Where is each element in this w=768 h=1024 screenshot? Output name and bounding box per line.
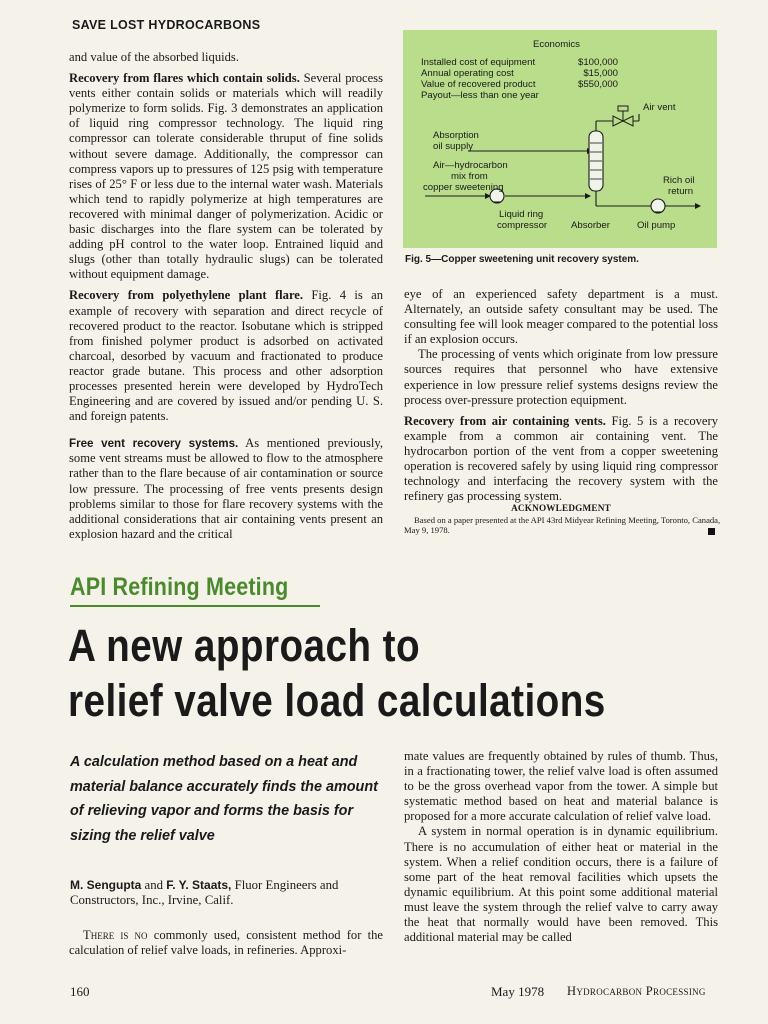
label-absorber: Absorber bbox=[571, 220, 610, 231]
paragraph: Free vent recovery systems. As mentioned previously, some vent streams must be allowed to flow to the atmosphere rather than to the flare because of air contamination or source low pressure. The processing of free vents presents design problems similar to those for flare recovery systems with the additional considerations that air containing vents present an explosion hazard and the critical bbox=[69, 436, 383, 541]
absorber-column-icon bbox=[589, 131, 603, 191]
label-rich-oil: Rich oil bbox=[663, 175, 695, 186]
label-oil-supply: oil supply bbox=[433, 141, 473, 152]
label-absorption: Absorption bbox=[433, 130, 479, 141]
figure-caption: Fig. 5—Copper sweetening unit recovery system. bbox=[405, 254, 639, 265]
econ-label: Installed cost of equipment bbox=[421, 57, 536, 68]
paragraph: Recovery from flares which contain solids. Several process vents either contain solids or materials which will readily polymerize to form solids. Fig. 3 demonstrates an application of liquid ring compressor technology. The liquid ring compressor can tolerate considerable thruput of fine solids without severe damage. Additionally, the compressor can compress vapors up to pressures of 125 psig with temperature rises of 25° F or less due to the internal water wash. Materials which tend to rapidly polymerize at high temperatures are recovered with minimal danger of polymerization. Acidic or basic discharges into the flare system can be tolerated by adding pH control to the water loop. Entrained liquid and slugs (other than totally hydraulic slugs) can be tolerated without equipment damage. bbox=[69, 71, 383, 282]
run-in-heading: Recovery from polyethylene plant flare. bbox=[69, 288, 304, 303]
title-line: A new approach to bbox=[68, 620, 421, 671]
label-return: return bbox=[668, 186, 694, 197]
acknowledgment-heading: ACKNOWLEDGMENT bbox=[511, 503, 611, 513]
econ-label: Payout—less than one year bbox=[421, 90, 539, 101]
economics-title: Economics bbox=[533, 39, 580, 50]
affiliation: Fluor Engineers and Constructors, Inc., Irvine, Calif. bbox=[70, 878, 339, 908]
article-body-left bbox=[69, 928, 383, 958]
process-diagram bbox=[403, 30, 717, 248]
right-column bbox=[404, 287, 718, 504]
byline: M. Sengupta and F. Y. Staats, Fluor Engineers and Constructors, Inc., Irvine, Calif. bbox=[70, 878, 339, 908]
title-line: relief valve load calculations bbox=[68, 675, 606, 726]
paragraph: eye of an experienced safety department is a must. Alternately, an outside safety consultant may be used. The consulting fee will look meager compared to the potential loss if an explosion occurs. bbox=[404, 287, 718, 347]
run-in-heading: Recovery from flares which contain solids. bbox=[69, 71, 300, 86]
oil-pump-icon bbox=[651, 199, 665, 213]
page-number: 160 bbox=[70, 984, 90, 999]
article-deck: A calculation method based on a heat and material balance accurately finds the amount of relieving vapor and forms the basis for sizing the relief valve bbox=[70, 754, 378, 844]
paragraph: There is no commonly used, consistent method for the calculation of relief valve loads, in refineries. Approxi- bbox=[69, 928, 383, 958]
author-name: F. Y. Staats, bbox=[166, 878, 232, 892]
figure-5 bbox=[403, 30, 717, 248]
econ-label: Value of recovered product bbox=[421, 79, 536, 90]
label-liquid-ring: Liquid ring bbox=[499, 209, 544, 220]
running-head: SAVE LOST HYDROCARBONS bbox=[72, 18, 261, 32]
journal-name: Hydrocarbon Processing bbox=[567, 984, 706, 998]
paragraph: Recovery from polyethylene plant flare. Fig. 4 is an example of recovery with separation and direct recycle of recovered product to the reactor. Isobutane which is stripped from finished polymer product is adsorbed on activated charcoal, desorbed by vacuum and fractionated to produce reactor grade butane. This process and other adsorption processes presented herein were developed by HydroTech Engineering and are covered by issued and/or pending U. S. and foreign patents. bbox=[69, 288, 383, 424]
econ-label: Annual operating cost bbox=[421, 68, 514, 79]
issue-date: May 1978 bbox=[491, 984, 545, 999]
article-title bbox=[68, 618, 606, 728]
label-mix-from: mix from bbox=[451, 171, 488, 182]
author-name: M. Sengupta bbox=[70, 878, 142, 892]
run-in-heading: Recovery from air containing vents. bbox=[404, 413, 606, 428]
econ-value: $15,000 bbox=[583, 68, 618, 79]
paragraph: The processing of vents which originate from low pressure sources requires that personnel who have extensive experience in low pressure relief systems designs review the process over-pressure protection equipment. bbox=[404, 347, 718, 407]
end-mark bbox=[708, 528, 715, 535]
paragraph: A system in normal operation is in dynamic equilibrium. There is no accumulation of either heat or material in the system. When a relief condition occurs, there is a failure of some part of the heat removal facilities which upsets the dynamic equilibrium. At this point some additional material must leave the system through the relief valve to carry away the heat that normally would have been removed. This additional material may be called bbox=[404, 824, 718, 945]
acknowledgment-text: Based on a paper presented at the API 43rd Midyear Refining Meeting, Toronto, Canada, May 9, 1978. bbox=[404, 515, 721, 535]
paragraph: mate values are frequently obtained by rules of thumb. Thus, in a fractionating tower, the relief valve load is often assumed to be the gross overhead vapor from the tower. A simple but systematic method based on heat and material balance is proposed for a more accurate calculation of relief valve load. bbox=[404, 749, 718, 824]
section-banner: API Refining Meeting bbox=[70, 573, 289, 601]
econ-value: $550,000 bbox=[577, 79, 618, 90]
run-in-heading: Free vent recovery systems. bbox=[69, 437, 239, 451]
label-compressor: compressor bbox=[497, 220, 548, 231]
control-valve-icon bbox=[613, 106, 633, 126]
paragraph: and value of the absorbed liquids. bbox=[69, 50, 239, 64]
left-column bbox=[69, 50, 383, 542]
banner-rule bbox=[70, 605, 320, 607]
label-air-hydrocarbon: Air—hydrocarbon bbox=[433, 160, 508, 171]
label-copper-sweetening: copper sweetening bbox=[423, 182, 504, 193]
article-body-right bbox=[404, 749, 718, 945]
label-air-vent: Air vent bbox=[643, 102, 676, 113]
label-oil-pump: Oil pump bbox=[637, 220, 676, 231]
paragraph: Recovery from air containing vents. Fig. 5 is a recovery example from a common air containing vent. The hydrocarbon portion of the vent from a copper sweetening operation is recovered safely by using liquid ring compressor technology and interfacing the recovery system with the refinery gas processing system. bbox=[404, 413, 718, 504]
econ-value: $100,000 bbox=[577, 57, 618, 68]
lead-in: There is no bbox=[83, 928, 148, 942]
